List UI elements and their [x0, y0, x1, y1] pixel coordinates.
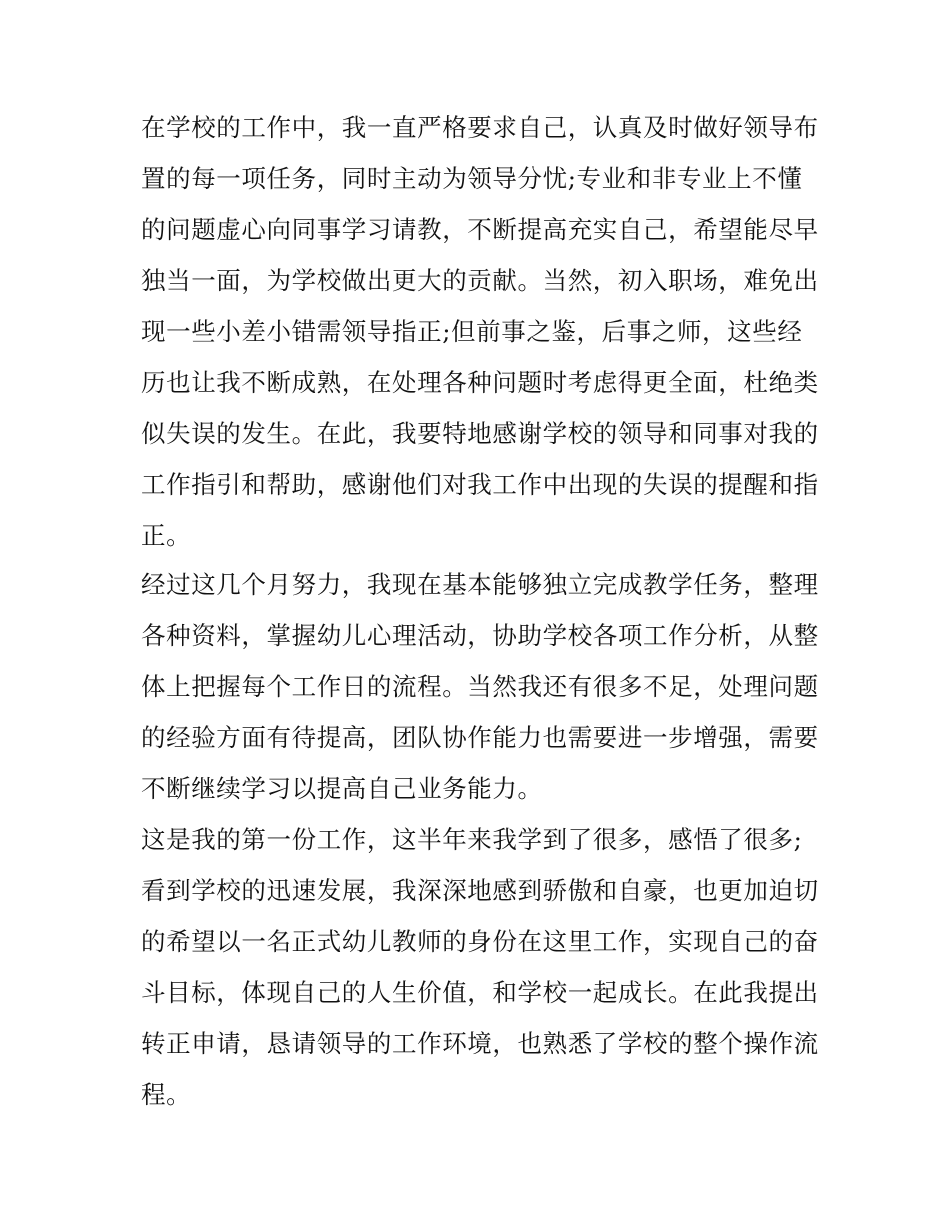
text-line: 工作指引和帮助，感谢他们对我工作中出现的失误的提醒和指: [141, 470, 819, 499]
text-line: 斗目标，体现自己的人生价值，和学校一起成长。在此我提出: [141, 978, 819, 1007]
text-line: 在学校的工作中，我一直严格要求自己，认真及时做好领导布: [141, 113, 819, 142]
text-line: 的问题虚心向同事学习请教，不断提高充实自己，希望能尽早: [141, 215, 819, 244]
text-line: 各种资料，掌握幼儿心理活动，协助学校各项工作分析，从整: [141, 621, 819, 650]
text-line: 看到学校的迅速发展，我深深地感到骄傲和自豪，也更加迫切: [141, 876, 819, 905]
text-line: 的希望以一名正式幼儿教师的身份在这里工作，实现自己的奋: [141, 927, 819, 956]
text-line: 的经验方面有待提高，团队协作能力也需要进一步增强，需要: [141, 723, 819, 752]
text-line: 历也让我不断成熟，在处理各种问题时考虑得更全面，杜绝类: [141, 368, 819, 397]
text-line: 不断继续学习以提高自己业务能力。: [141, 774, 543, 803]
text-line: 这是我的第一份工作，这半年来我学到了很多，感悟了很多;: [141, 825, 803, 854]
text-line: 似失误的发生。在此，我要特地感谢学校的领导和同事对我的: [141, 419, 819, 448]
text-line: 现一些小差小错需领导指正;但前事之鉴，后事之师，这些经: [141, 317, 803, 346]
text-line: 独当一面，为学校做出更大的贡献。当然，初入职场，难免出: [141, 266, 819, 295]
text-line: 正。: [141, 521, 192, 550]
text-line: 转正申请，恳请领导的工作环境，也熟悉了学校的整个操作流: [141, 1029, 819, 1058]
text-line: 置的每一项任务，同时主动为领导分忧;专业和非专业上不懂: [141, 164, 803, 193]
text-line: 经过这几个月努力，我现在基本能够独立完成教学任务，整理: [141, 570, 819, 599]
text-line: 体上把握每个工作日的流程。当然我还有很多不足，处理问题: [141, 672, 819, 701]
text-line: 程。: [141, 1080, 192, 1109]
